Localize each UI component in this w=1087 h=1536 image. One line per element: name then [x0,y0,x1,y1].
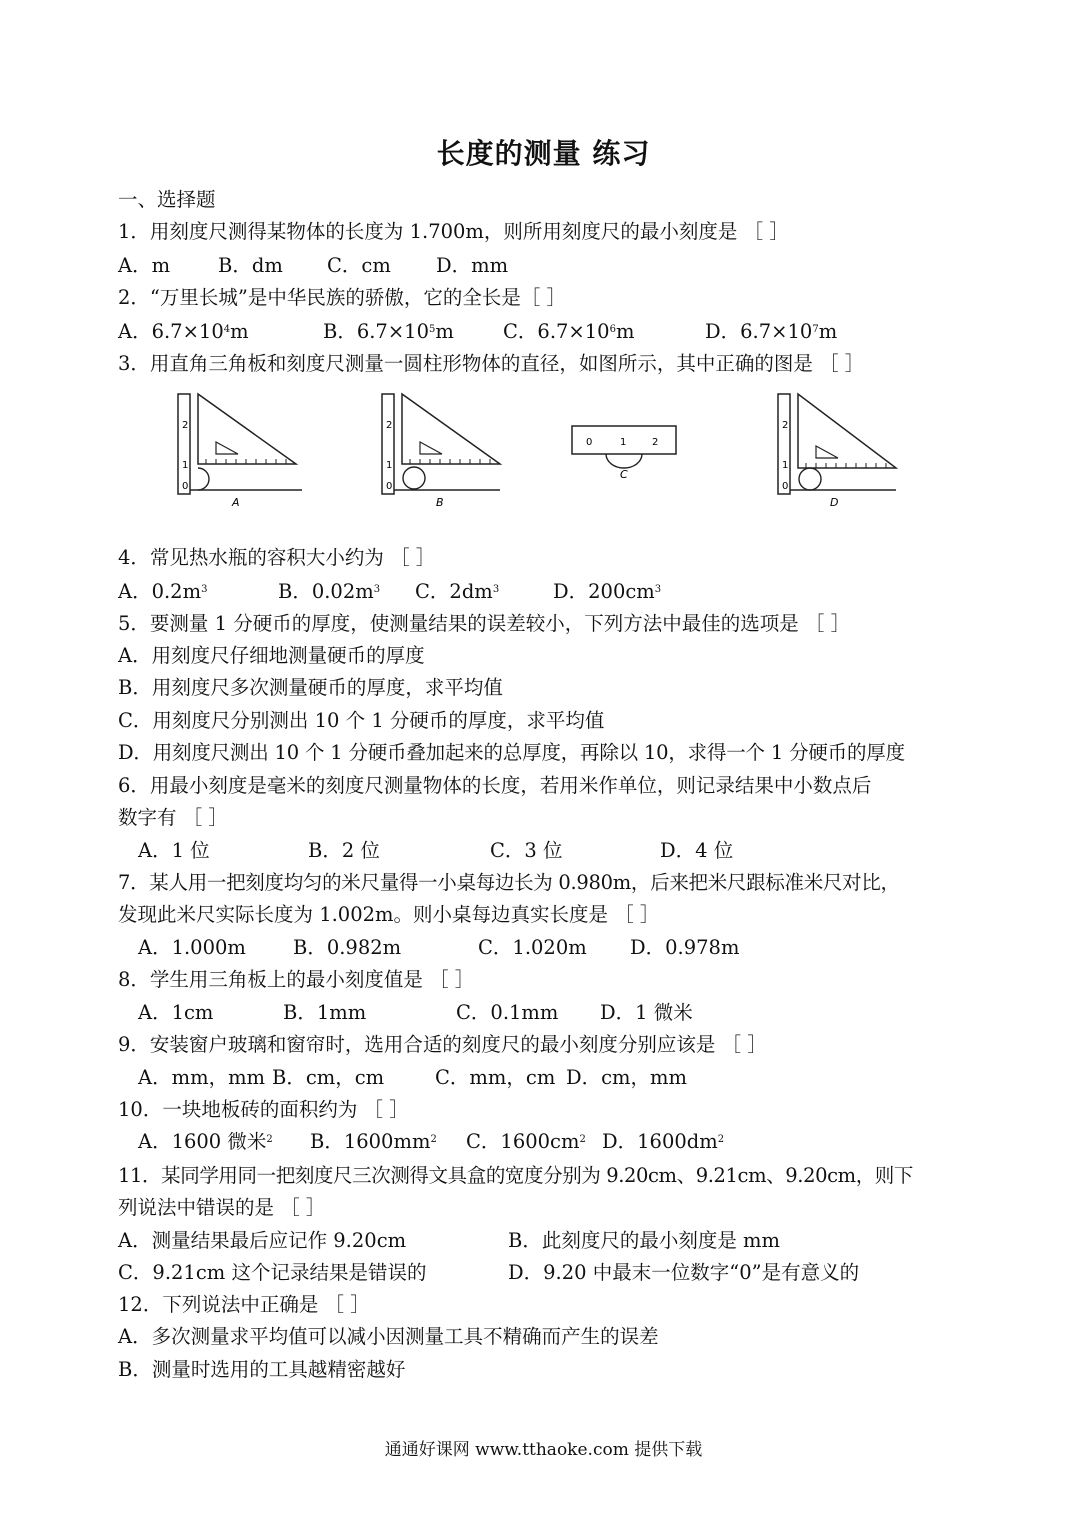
q8-option-b: B．1mm [283,1001,367,1024]
question-7-stem-line1: 7．某人用一把刻度均匀的米尺量得一小桌每边长为 0.980m，后来把米尺跟标准米尺对比， [118,871,900,894]
q11-option-d: D．9.20 中最末一位数字“0”是有意义的 [508,1261,860,1284]
q10-option-b: B．$1600mm^2$ [310,1130,437,1153]
q10-option-d: D．$1600dm^2$ [602,1130,725,1153]
fig-b-tick-0: 0 [386,481,393,492]
q6-option-b: B．2 位 [308,839,380,862]
q6-option-d: D．4 位 [660,839,734,862]
q1-option-c: C．cm [327,254,391,277]
q5-option-d: D．用刻度尺测出 10 个 1 分硬币叠加起来的总厚度，再除以 10，求得一个 1 分硬币的厚度 [118,741,905,764]
figure-b [374,392,514,512]
q7-option-a: A．1.000m [138,936,246,959]
question-12-stem: 12．下列说法中正确是 ［ ］ [118,1293,370,1316]
q10-option-c: C．$1600cm^2$ [466,1130,586,1153]
q5-option-c: C．用刻度尺分别测出 10 个 1 分硬币的厚度，求平均值 [118,709,605,732]
page-footer: 通通好课网 www.tthaoke.com 提供下载 [384,1440,703,1460]
q4-option-b: B．$0.02m^3$ [278,580,381,603]
question-1-stem: 1．用刻度尺测得某物体的长度为 1.700m，则所用刻度尺的最小刻度是 ［ ］ [118,220,789,243]
q12-option-a: A．多次测量求平均值可以减小因测量工具不精确而产生的误差 [118,1325,659,1348]
q2-option-d: D．$6.7\times 10^7m$ [705,320,838,343]
q2-option-a: A．$6.7\times 10^4m$ [118,320,249,343]
fig-d-tick-2: 2 [782,420,789,431]
fig-d-tick-1: 1 [782,460,789,471]
question-5-stem: 5．要测量 1 分硬币的厚度，使测量结果的误差较小，下列方法中最佳的选项是 ［ ］ [118,612,851,635]
question-11-stem-line2: 列说法中错误的是 ［ ］ [118,1196,326,1219]
q6-option-c: C．3 位 [490,839,563,862]
q7-option-b: B．0.982m [293,936,402,959]
fig-a-tick-0: 0 [182,481,189,492]
question-11-stem-line1: 11．某同学用同一把刻度尺三次测得文具盒的宽度分别为 9.20cm、9.21cm、9.20cm，则下 [118,1164,914,1187]
q7-option-c: C．1.020m [478,936,587,959]
section-heading: 一、选择题 [118,188,216,211]
q8-option-a: A．1cm [138,1001,214,1024]
q4-option-a: A．$0.2m^3$ [118,580,208,603]
q12-option-b: B．测量时选用的工具越精密越好 [118,1358,406,1381]
fig-b-tick-2: 2 [386,420,393,431]
q5-option-b: B．用刻度尺多次测量硬币的厚度，求平均值 [118,676,503,699]
fig-c-tick-2: 2 [652,437,659,448]
question-4-stem: 4．常见热水瓶的容积大小约为 ［ ］ [118,546,436,569]
fig-a-tick-1: 1 [182,460,189,471]
question-8-stem: 8．学生用三角板上的最小刻度值是 ［ ］ [118,968,475,991]
q8-option-d: D．1 微米 [600,1001,693,1024]
question-6-stem-line1: 6．用最小刻度是毫米的刻度尺测量物体的长度，若用米作单位，则记录结果中小数点后 [118,774,872,797]
fig-a-label: A [232,496,240,509]
figure-a [170,392,310,512]
q10-option-a: A．1600 微米$^2$ [138,1130,273,1153]
question-9-stem: 9．安装窗户玻璃和窗帘时，选用合适的刻度尺的最小刻度分别应该是 ［ ］ [118,1033,767,1056]
fig-c-tick-0: 0 [586,437,593,448]
q1-option-d: D．mm [436,254,509,277]
fig-c-tick-1: 1 [620,437,627,448]
q9-option-d: D．cm，mm [566,1066,688,1089]
q1-option-b: B．dm [218,254,283,277]
q11-option-c: C．9.21cm 这个记录结果是错误的 [118,1261,427,1284]
question-6-stem-line2: 数字有 ［ ］ [118,806,228,829]
q4-option-c: C．$2dm^3$ [415,580,500,603]
question-7-stem-line2: 发现此米尺实际长度为 1.002m。则小桌每边真实长度是 ［ ］ [118,903,660,926]
fig-d-label: D [830,496,839,509]
q2-option-c: C．$6.7\times 10^6m$ [503,320,635,343]
question-3-stem: 3．用直角三角板和刻度尺测量一圆柱形物体的直径，如图所示，其中正确的图是 ［ ］ [118,352,865,375]
fig-a-tick-2: 2 [182,420,189,431]
page-title: 长度的测量 练习 [436,137,651,170]
q9-option-c: C．mm，cm [435,1066,556,1089]
fig-b-label: B [436,496,444,509]
q8-option-c: C．0.1mm [456,1001,559,1024]
q1-option-a: A．m [118,254,171,277]
q11-option-b: B．此刻度尺的最小刻度是 mm [508,1229,781,1252]
fig-d-tick-0: 0 [782,481,789,492]
question-10-stem: 10．一块地板砖的面积约为 ［ ］ [118,1098,409,1121]
q11-option-a: A．测量结果最后应记作 9.20cm [118,1229,407,1252]
question-2-stem: 2．“万里长城”是中华民族的骄傲，它的全长是［ ］ [118,286,567,309]
fig-c-label: C [620,468,628,481]
fig-b-tick-1: 1 [386,460,393,471]
q6-option-a: A．1 位 [138,839,210,862]
figure-c [566,420,682,486]
q2-option-b: B．$6.7\times 10^5m$ [323,320,454,343]
q4-option-d: D．$200cm^3$ [553,580,662,603]
q7-option-d: D．0.978m [630,936,740,959]
q5-option-a: A．用刻度尺仔细地测量硬币的厚度 [118,644,425,667]
q9-option-a: A．mm，mm [138,1066,266,1089]
figure-d [770,392,910,512]
q9-option-b: B．cm，cm [272,1066,385,1089]
